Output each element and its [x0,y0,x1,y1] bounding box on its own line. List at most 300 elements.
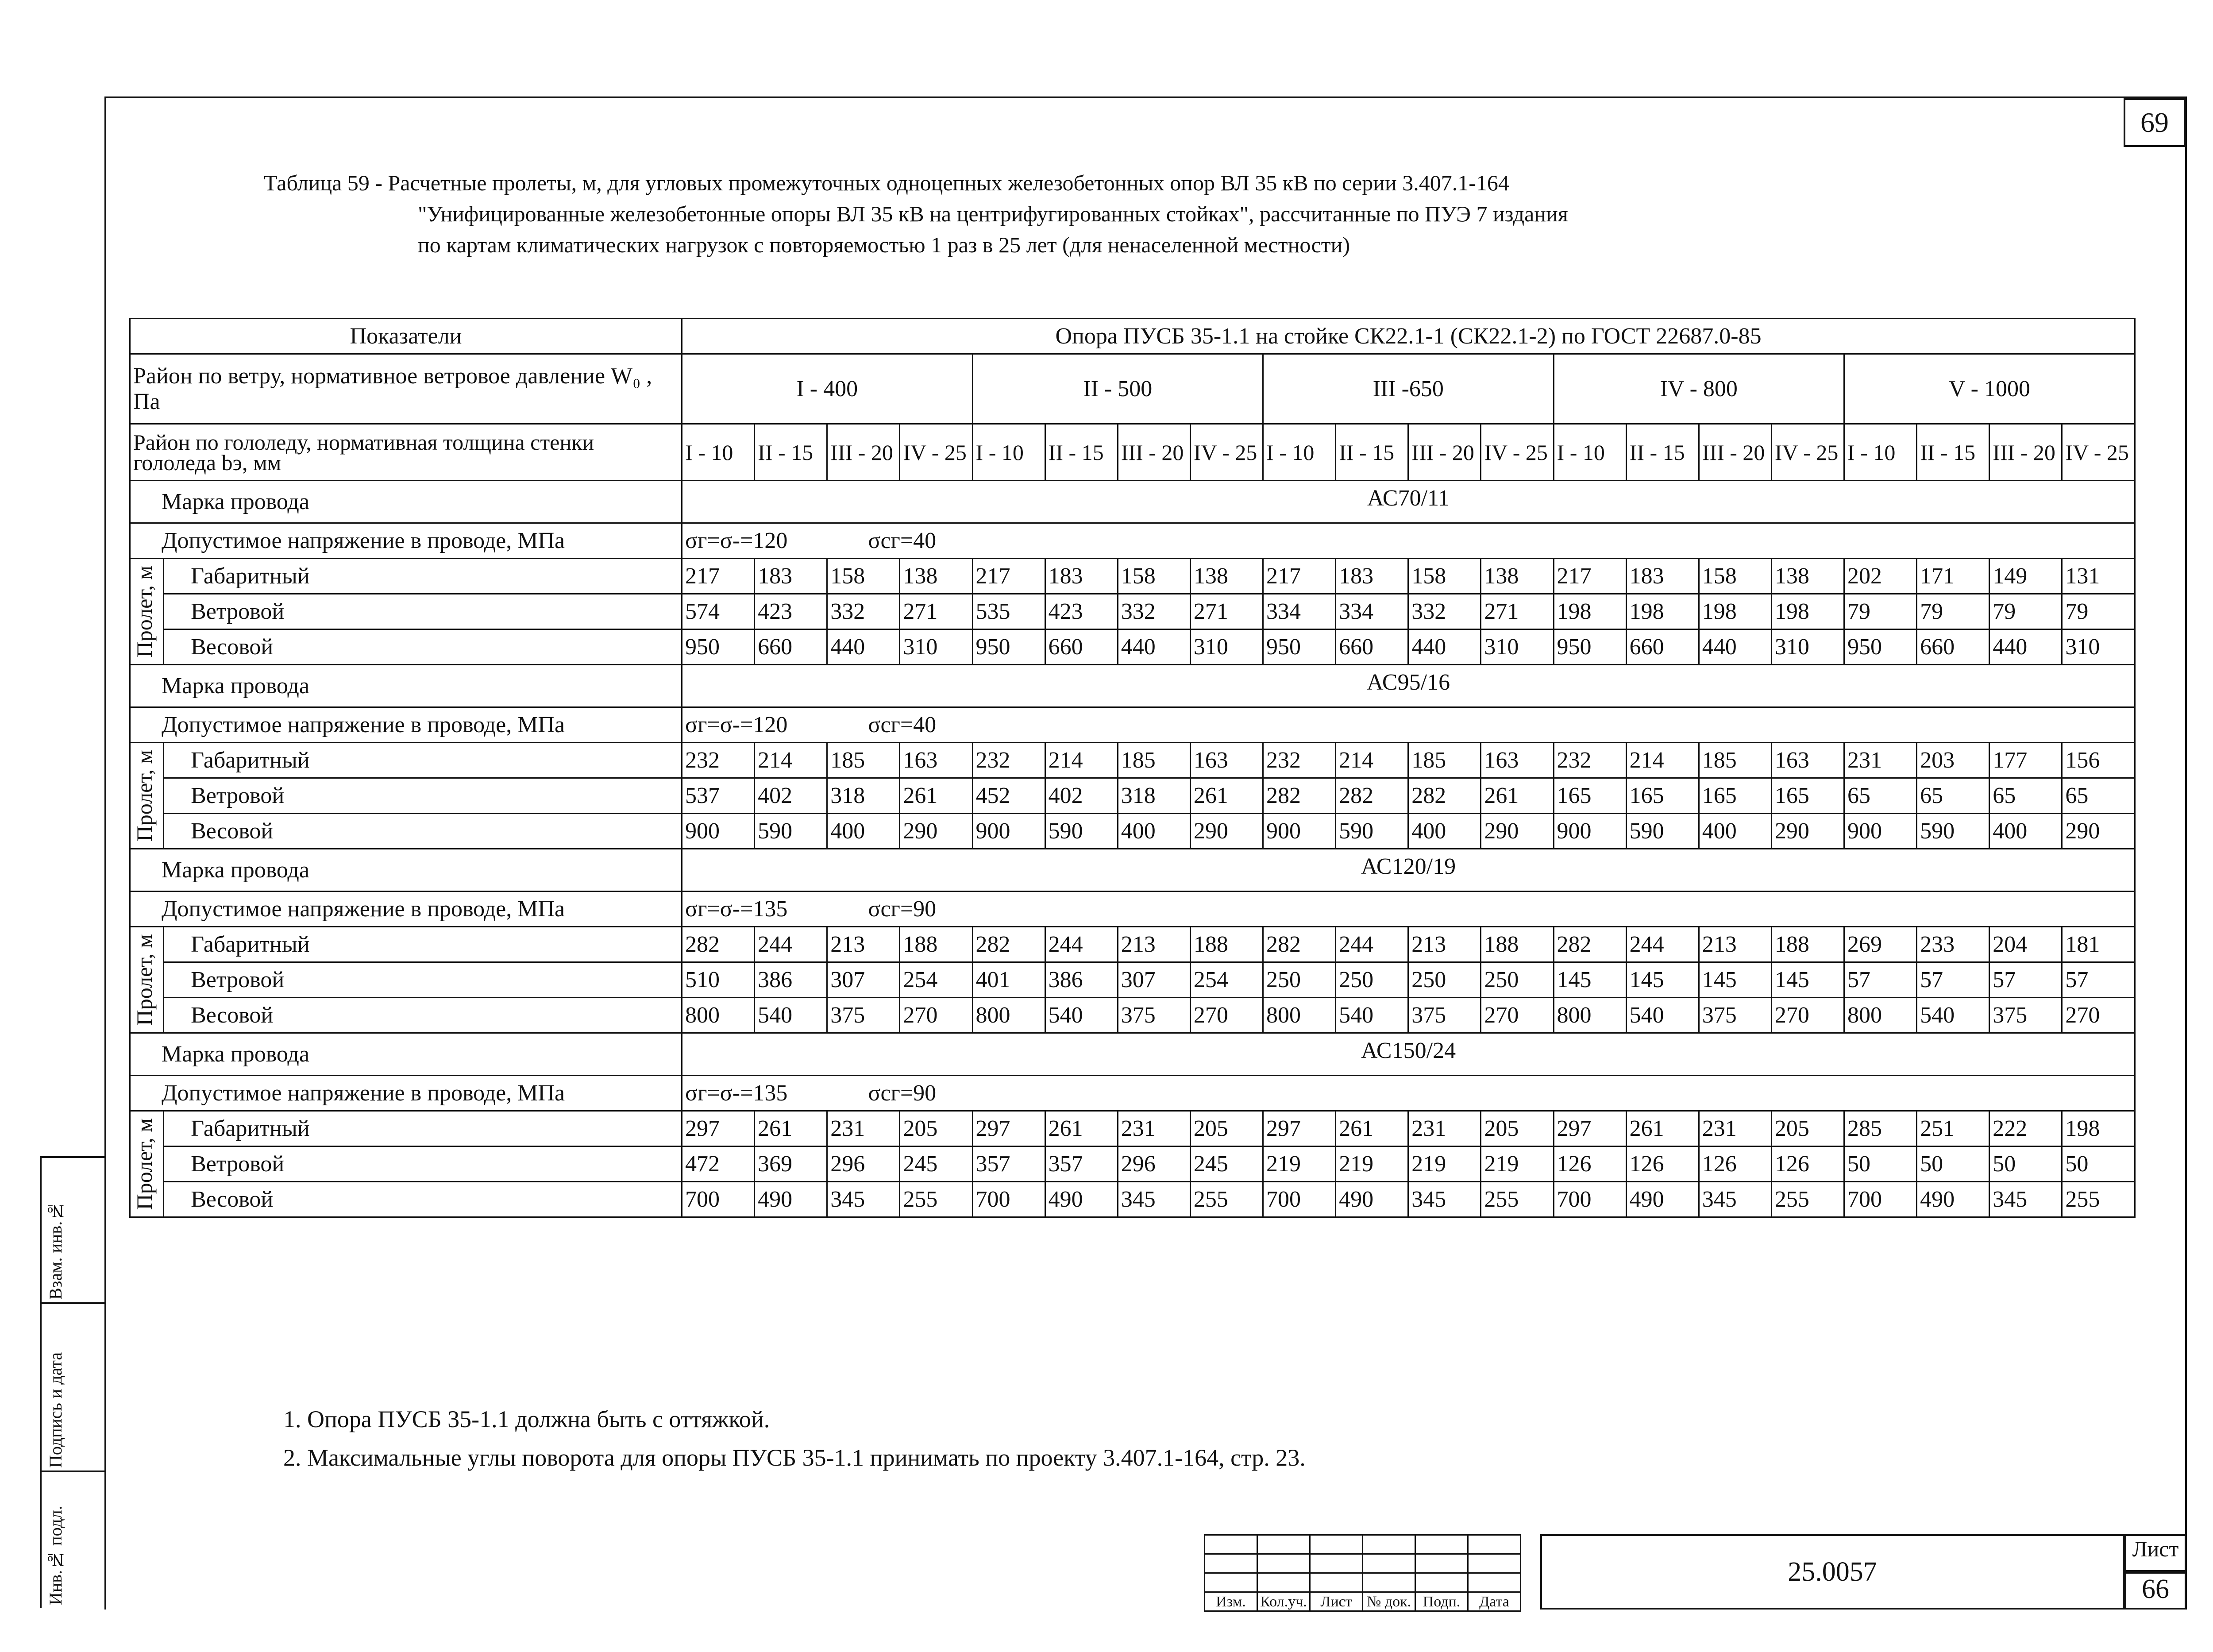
row-label-wind: Ветровой [164,778,682,814]
cell-clearance: 149 [1989,559,2062,594]
strip-cell-replace [42,1158,104,1304]
cell-wind: 510 [682,962,755,998]
ice-region-3-1: I - 10 [1263,424,1336,481]
sheet-number: 66 [2124,1572,2186,1610]
cell-clearance: 282 [682,927,755,962]
cell-clearance: 183 [1626,559,1699,594]
cell-wind: 57 [2062,962,2135,998]
ice-region-1-4: IV - 25 [900,424,972,481]
cell-clearance: 261 [1626,1111,1699,1146]
cell-weight: 290 [1771,814,1844,849]
ice-region-5-4: IV - 25 [2062,424,2135,481]
cell-wind: 423 [755,594,827,629]
cell-weight: 400 [1989,814,2062,849]
cell-clearance: 183 [755,559,827,594]
note-2: 2. Максимальные углы поворота для опоры ПУСБ 35-1.1 принимать по проекту 3.407.1-164, стр. 23. [283,1444,1306,1471]
cell-weight: 290 [1481,814,1554,849]
cell-weight: 400 [1118,814,1190,849]
cell-weight: 345 [827,1182,900,1217]
cell-clearance: 158 [1699,559,1771,594]
cell-weight: 590 [755,814,827,849]
cell-weight: 375 [827,998,900,1033]
cell-clearance: 185 [1699,743,1771,778]
cell-clearance: 282 [1554,927,1626,962]
cell-clearance: 203 [1917,743,1989,778]
cell-wind: 357 [1045,1146,1118,1182]
ice-region-3-4: IV - 25 [1481,424,1554,481]
cell-wind: 261 [1481,778,1554,814]
cell-wind: 50 [2062,1146,2135,1182]
span-label: Пролет, м [132,934,157,1026]
strip-label-inventory: Инв.№ подл. [46,1505,66,1605]
ice-region-5-1: I - 10 [1844,424,1917,481]
span-label-cell [130,743,164,849]
cell-weight: 345 [1989,1182,2062,1217]
cell-wind: 537 [682,778,755,814]
cell-clearance: 185 [1118,743,1190,778]
cell-wind: 334 [1263,594,1336,629]
cell-clearance: 244 [1626,927,1699,962]
cell-wind: 386 [1045,962,1118,998]
cell-clearance: 261 [1045,1111,1118,1146]
cell-wind: 145 [1699,962,1771,998]
row-label-weight: Весовой [164,1182,682,1217]
cell-weight: 440 [1408,629,1481,665]
cell-weight: 540 [1336,998,1408,1033]
cell-clearance: 213 [1699,927,1771,962]
cell-weight: 540 [1917,998,1989,1033]
strip-cell-inventory [42,1472,104,1608]
cell-clearance: 282 [1263,927,1336,962]
cell-wind: 65 [1844,778,1917,814]
cell-weight: 375 [1699,998,1771,1033]
cell-weight: 700 [972,1182,1045,1217]
cell-wind: 57 [1844,962,1917,998]
row-label-clearance: Габаритный [164,559,682,594]
cell-wind: 402 [755,778,827,814]
cell-clearance: 231 [1699,1111,1771,1146]
row-label-weight: Весовой [164,814,682,849]
cell-weight: 700 [1844,1182,1917,1217]
row-label-clearance: Габаритный [164,1111,682,1146]
cell-clearance: 297 [1263,1111,1336,1146]
cell-weight: 440 [827,629,900,665]
cell-wind: 271 [1481,594,1554,629]
cell-clearance: 156 [2062,743,2135,778]
cell-weight: 590 [1917,814,1989,849]
cell-clearance: 163 [1190,743,1263,778]
cell-wind: 219 [1481,1146,1554,1182]
wind-region-4: IV - 800 [1554,354,1844,424]
cell-weight: 270 [1481,998,1554,1033]
cell-weight: 700 [682,1182,755,1217]
cell-wind: 261 [1190,778,1263,814]
cell-weight: 400 [1699,814,1771,849]
cell-clearance: 214 [1045,743,1118,778]
span-label-cell [130,927,164,1033]
cell-clearance: 185 [1408,743,1481,778]
cell-clearance: 261 [1336,1111,1408,1146]
cell-clearance: 214 [755,743,827,778]
allowed-stress-value: σг=σ-=120 σсг=40 [682,707,2135,743]
cell-clearance: 244 [1336,927,1408,962]
cell-weight: 310 [1190,629,1263,665]
cell-wind: 79 [1989,594,2062,629]
cell-clearance: 158 [1118,559,1190,594]
wire-brand-label: Марка провода [130,481,682,523]
cell-clearance: 138 [1190,559,1263,594]
cell-wind: 145 [1626,962,1699,998]
cell-wind: 145 [1554,962,1626,998]
cell-weight: 375 [1989,998,2062,1033]
cell-wind: 250 [1263,962,1336,998]
cell-clearance: 188 [900,927,972,962]
cell-wind: 332 [1118,594,1190,629]
cell-clearance: 205 [1771,1111,1844,1146]
cell-clearance: 188 [1190,927,1263,962]
cell-wind: 271 [900,594,972,629]
cell-wind: 79 [2062,594,2135,629]
cell-wind: 296 [1118,1146,1190,1182]
cell-wind: 282 [1336,778,1408,814]
cell-wind: 57 [1989,962,2062,998]
cell-weight: 310 [1481,629,1554,665]
cell-wind: 57 [1917,962,1989,998]
cell-weight: 700 [1554,1182,1626,1217]
allowed-stress-value: σг=σ-=120 σсг=40 [682,523,2135,559]
cell-clearance: 233 [1917,927,1989,962]
stamp-col-sign: Подп. [1415,1592,1468,1611]
cell-wind: 307 [827,962,900,998]
cell-weight: 800 [1263,998,1336,1033]
cell-clearance: 205 [900,1111,972,1146]
cell-weight: 800 [682,998,755,1033]
row-label-weight: Весовой [164,629,682,665]
cell-clearance: 231 [827,1111,900,1146]
cell-clearance: 285 [1844,1111,1917,1146]
cell-wind: 318 [827,778,900,814]
cell-wind: 50 [1917,1146,1989,1182]
cell-clearance: 183 [1045,559,1118,594]
cell-clearance: 188 [1771,927,1844,962]
wind-region-3: III -650 [1263,354,1554,424]
cell-weight: 800 [972,998,1045,1033]
cell-wind: 165 [1699,778,1771,814]
cell-weight: 590 [1336,814,1408,849]
cell-weight: 490 [755,1182,827,1217]
cell-wind: 198 [1699,594,1771,629]
cell-weight: 540 [755,998,827,1033]
cell-wind: 402 [1045,778,1118,814]
cell-wind: 198 [1554,594,1626,629]
cell-clearance: 138 [1771,559,1844,594]
wire-brand-value: АС70/11 [682,481,2135,523]
ice-region-3-3: III - 20 [1408,424,1481,481]
ice-region-4-4: IV - 25 [1771,424,1844,481]
cell-weight: 440 [1118,629,1190,665]
cell-wind: 369 [755,1146,827,1182]
ice-region-4-3: III - 20 [1699,424,1771,481]
cell-weight: 900 [972,814,1045,849]
cell-wind: 79 [1844,594,1917,629]
cell-wind: 296 [827,1146,900,1182]
cell-clearance: 185 [827,743,900,778]
cell-weight: 590 [1045,814,1118,849]
sheet-label: Лист [2124,1534,2186,1572]
allowed-stress-label: Допустимое напряжение в проводе, МПа [130,523,682,559]
cell-clearance: 231 [1118,1111,1190,1146]
cell-wind: 334 [1336,594,1408,629]
cell-wind: 65 [1989,778,2062,814]
cell-wind: 254 [900,962,972,998]
ice-region-2-1: I - 10 [972,424,1045,481]
cell-weight: 660 [1336,629,1408,665]
cell-clearance: 217 [1263,559,1336,594]
cell-wind: 250 [1336,962,1408,998]
cell-clearance: 205 [1190,1111,1263,1146]
cell-clearance: 213 [827,927,900,962]
stamp-col-date: Дата [1468,1592,1521,1611]
row-label-wind: Ветровой [164,962,682,998]
stamp-col-sheet: Лист [1310,1592,1363,1611]
header-support: Опора ПУСБ 35-1.1 на стойке СК22.1-1 (СК22.1-2) по ГОСТ 22687.0-85 [682,319,2135,354]
cell-wind: 357 [972,1146,1045,1182]
cell-weight: 490 [1045,1182,1118,1217]
cell-wind: 165 [1554,778,1626,814]
row-label-weight: Весовой [164,998,682,1033]
row-label-wind: Ветровой [164,594,682,629]
cell-weight: 660 [1917,629,1989,665]
cell-wind: 282 [1263,778,1336,814]
cell-weight: 255 [2062,1182,2135,1217]
ice-region-3-2: II - 15 [1336,424,1408,481]
cell-weight: 290 [2062,814,2135,849]
ice-region-2-4: IV - 25 [1190,424,1263,481]
cell-weight: 900 [1263,814,1336,849]
cell-clearance: 231 [1844,743,1917,778]
cell-clearance: 138 [1481,559,1554,594]
cell-clearance: 177 [1989,743,2062,778]
cell-clearance: 138 [900,559,972,594]
cell-wind: 245 [1190,1146,1263,1182]
cell-clearance: 181 [2062,927,2135,962]
cell-clearance: 244 [755,927,827,962]
cell-weight: 270 [900,998,972,1033]
cell-wind: 401 [972,962,1045,998]
cell-clearance: 217 [682,559,755,594]
ice-region-1-1: I - 10 [682,424,755,481]
stamp-col-doc: № док. [1363,1592,1415,1611]
cell-clearance: 171 [1917,559,1989,594]
cell-clearance: 163 [1481,743,1554,778]
cell-weight: 490 [1336,1182,1408,1217]
span-label: Пролет, м [132,749,157,842]
cell-wind: 452 [972,778,1045,814]
wind-region-label: Район по ветру, нормативное ветровое давление W₀ , Па [130,354,682,424]
cell-weight: 950 [1554,629,1626,665]
cell-wind: 254 [1190,962,1263,998]
cell-weight: 255 [900,1182,972,1217]
cell-weight: 400 [827,814,900,849]
cell-wind: 198 [1771,594,1844,629]
wire-brand-label: Марка провода [130,1033,682,1076]
allowed-stress-label: Допустимое напряжение в проводе, МПа [130,892,682,927]
cell-clearance: 188 [1481,927,1554,962]
cell-wind: 50 [1844,1146,1917,1182]
cell-wind: 332 [827,594,900,629]
cell-clearance: 158 [1408,559,1481,594]
allowed-stress-value: σг=σ-=135 σсг=90 [682,1076,2135,1111]
cell-clearance: 222 [1989,1111,2062,1146]
cell-wind: 198 [1626,594,1699,629]
header-indicators: Показатели [130,319,682,354]
cell-clearance: 297 [1554,1111,1626,1146]
cell-clearance: 244 [1045,927,1118,962]
cell-wind: 79 [1917,594,1989,629]
cell-weight: 490 [1626,1182,1699,1217]
cell-wind: 250 [1408,962,1481,998]
cell-clearance: 261 [755,1111,827,1146]
cell-wind: 126 [1699,1146,1771,1182]
cell-weight: 700 [1263,1182,1336,1217]
ice-region-label: Район по гололеду, нормативная толщина стенки гололеда bэ, мм [130,424,682,481]
cell-weight: 900 [1844,814,1917,849]
cell-clearance: 213 [1118,927,1190,962]
span-label-cell [130,1111,164,1217]
cell-weight: 440 [1989,629,2062,665]
cell-weight: 660 [755,629,827,665]
cell-clearance: 202 [1844,559,1917,594]
cell-weight: 950 [682,629,755,665]
cell-weight: 540 [1626,998,1699,1033]
cell-wind: 126 [1554,1146,1626,1182]
cell-clearance: 297 [682,1111,755,1146]
cell-clearance: 183 [1336,559,1408,594]
cell-wind: 574 [682,594,755,629]
cell-wind: 472 [682,1146,755,1182]
cell-wind: 261 [900,778,972,814]
cell-clearance: 282 [972,927,1045,962]
cell-weight: 290 [900,814,972,849]
cell-clearance: 232 [682,743,755,778]
cell-weight: 255 [1190,1182,1263,1217]
strip-label-signature: Подпись и дата [46,1352,66,1468]
document-number: 25.0057 [1540,1534,2124,1610]
cell-weight: 375 [1118,998,1190,1033]
cell-wind: 219 [1408,1146,1481,1182]
cell-wind: 271 [1190,594,1263,629]
cell-weight: 540 [1045,998,1118,1033]
cell-weight: 660 [1045,629,1118,665]
cell-wind: 282 [1408,778,1481,814]
wind-region-1: I - 400 [682,354,973,424]
row-label-clearance: Габаритный [164,743,682,778]
cell-weight: 255 [1771,1182,1844,1217]
ice-region-2-2: II - 15 [1045,424,1118,481]
left-side-strip [40,1156,104,1608]
spans-table [129,318,2136,1218]
cell-weight: 310 [1771,629,1844,665]
cell-weight: 490 [1917,1182,1989,1217]
cell-weight: 950 [1263,629,1336,665]
cell-clearance: 198 [2062,1111,2135,1146]
cell-wind: 318 [1118,778,1190,814]
cell-clearance: 297 [972,1111,1045,1146]
cell-weight: 800 [1554,998,1626,1033]
span-label-cell [130,559,164,665]
cell-wind: 145 [1771,962,1844,998]
cell-weight: 660 [1626,629,1699,665]
wire-brand-label: Марка провода [130,849,682,892]
row-label-clearance: Габаритный [164,927,682,962]
cell-wind: 219 [1263,1146,1336,1182]
allowed-stress-label: Допустимое напряжение в проводе, МПа [130,1076,682,1111]
cell-weight: 950 [972,629,1045,665]
cell-wind: 165 [1626,778,1699,814]
allowed-stress-value: σг=σ-=135 σсг=90 [682,892,2135,927]
stamp-col-change: Изм. [1205,1592,1257,1611]
cell-wind: 126 [1771,1146,1844,1182]
cell-wind: 165 [1771,778,1844,814]
cell-weight: 270 [1190,998,1263,1033]
cell-weight: 400 [1408,814,1481,849]
wind-region-2: II - 500 [972,354,1263,424]
cell-clearance: 214 [1336,743,1408,778]
page-number: 69 [2124,98,2186,147]
cell-weight: 310 [2062,629,2135,665]
cell-wind: 386 [755,962,827,998]
cell-clearance: 158 [827,559,900,594]
cell-wind: 423 [1045,594,1118,629]
ice-region-5-3: III - 20 [1989,424,2062,481]
cell-weight: 290 [1190,814,1263,849]
ice-region-1-3: III - 20 [827,424,900,481]
ice-region-4-2: II - 15 [1626,424,1699,481]
ice-region-5-2: II - 15 [1917,424,1989,481]
cell-clearance: 217 [1554,559,1626,594]
caption-line-3: по картам климатических нагрузок с повторяемостью 1 раз в 25 лет (для ненаселенной местности) [418,232,1350,257]
wire-brand-value: АС120/19 [682,849,2135,892]
cell-clearance: 251 [1917,1111,1989,1146]
cell-clearance: 131 [2062,559,2135,594]
caption-line-1: Таблица 59 - Расчетные пролеты, м, для угловых промежуточных одноцепных железобетонных опор ВЛ 35 кВ по серии 3.407.1-164 [264,170,1509,195]
cell-weight: 375 [1408,998,1481,1033]
cell-weight: 345 [1699,1182,1771,1217]
cell-weight: 270 [2062,998,2135,1033]
cell-clearance: 232 [1263,743,1336,778]
cell-clearance: 204 [1989,927,2062,962]
wind-region-5: V - 1000 [1844,354,2135,424]
stamp-col-count: Кол.уч. [1257,1592,1310,1611]
cell-weight: 270 [1771,998,1844,1033]
cell-wind: 50 [1989,1146,2062,1182]
cell-weight: 900 [1554,814,1626,849]
row-label-wind: Ветровой [164,1146,682,1182]
cell-wind: 332 [1408,594,1481,629]
cell-clearance: 213 [1408,927,1481,962]
cell-clearance: 217 [972,559,1045,594]
cell-wind: 307 [1118,962,1190,998]
cell-clearance: 163 [900,743,972,778]
cell-weight: 950 [1844,629,1917,665]
allowed-stress-label: Допустимое напряжение в проводе, МПа [130,707,682,743]
cell-wind: 65 [2062,778,2135,814]
note-1: 1. Опора ПУСБ 35-1.1 должна быть с оттяжкой. [283,1406,770,1432]
ice-region-1-2: II - 15 [755,424,827,481]
span-label: Пролет, м [132,565,157,658]
cell-clearance: 269 [1844,927,1917,962]
cell-weight: 590 [1626,814,1699,849]
